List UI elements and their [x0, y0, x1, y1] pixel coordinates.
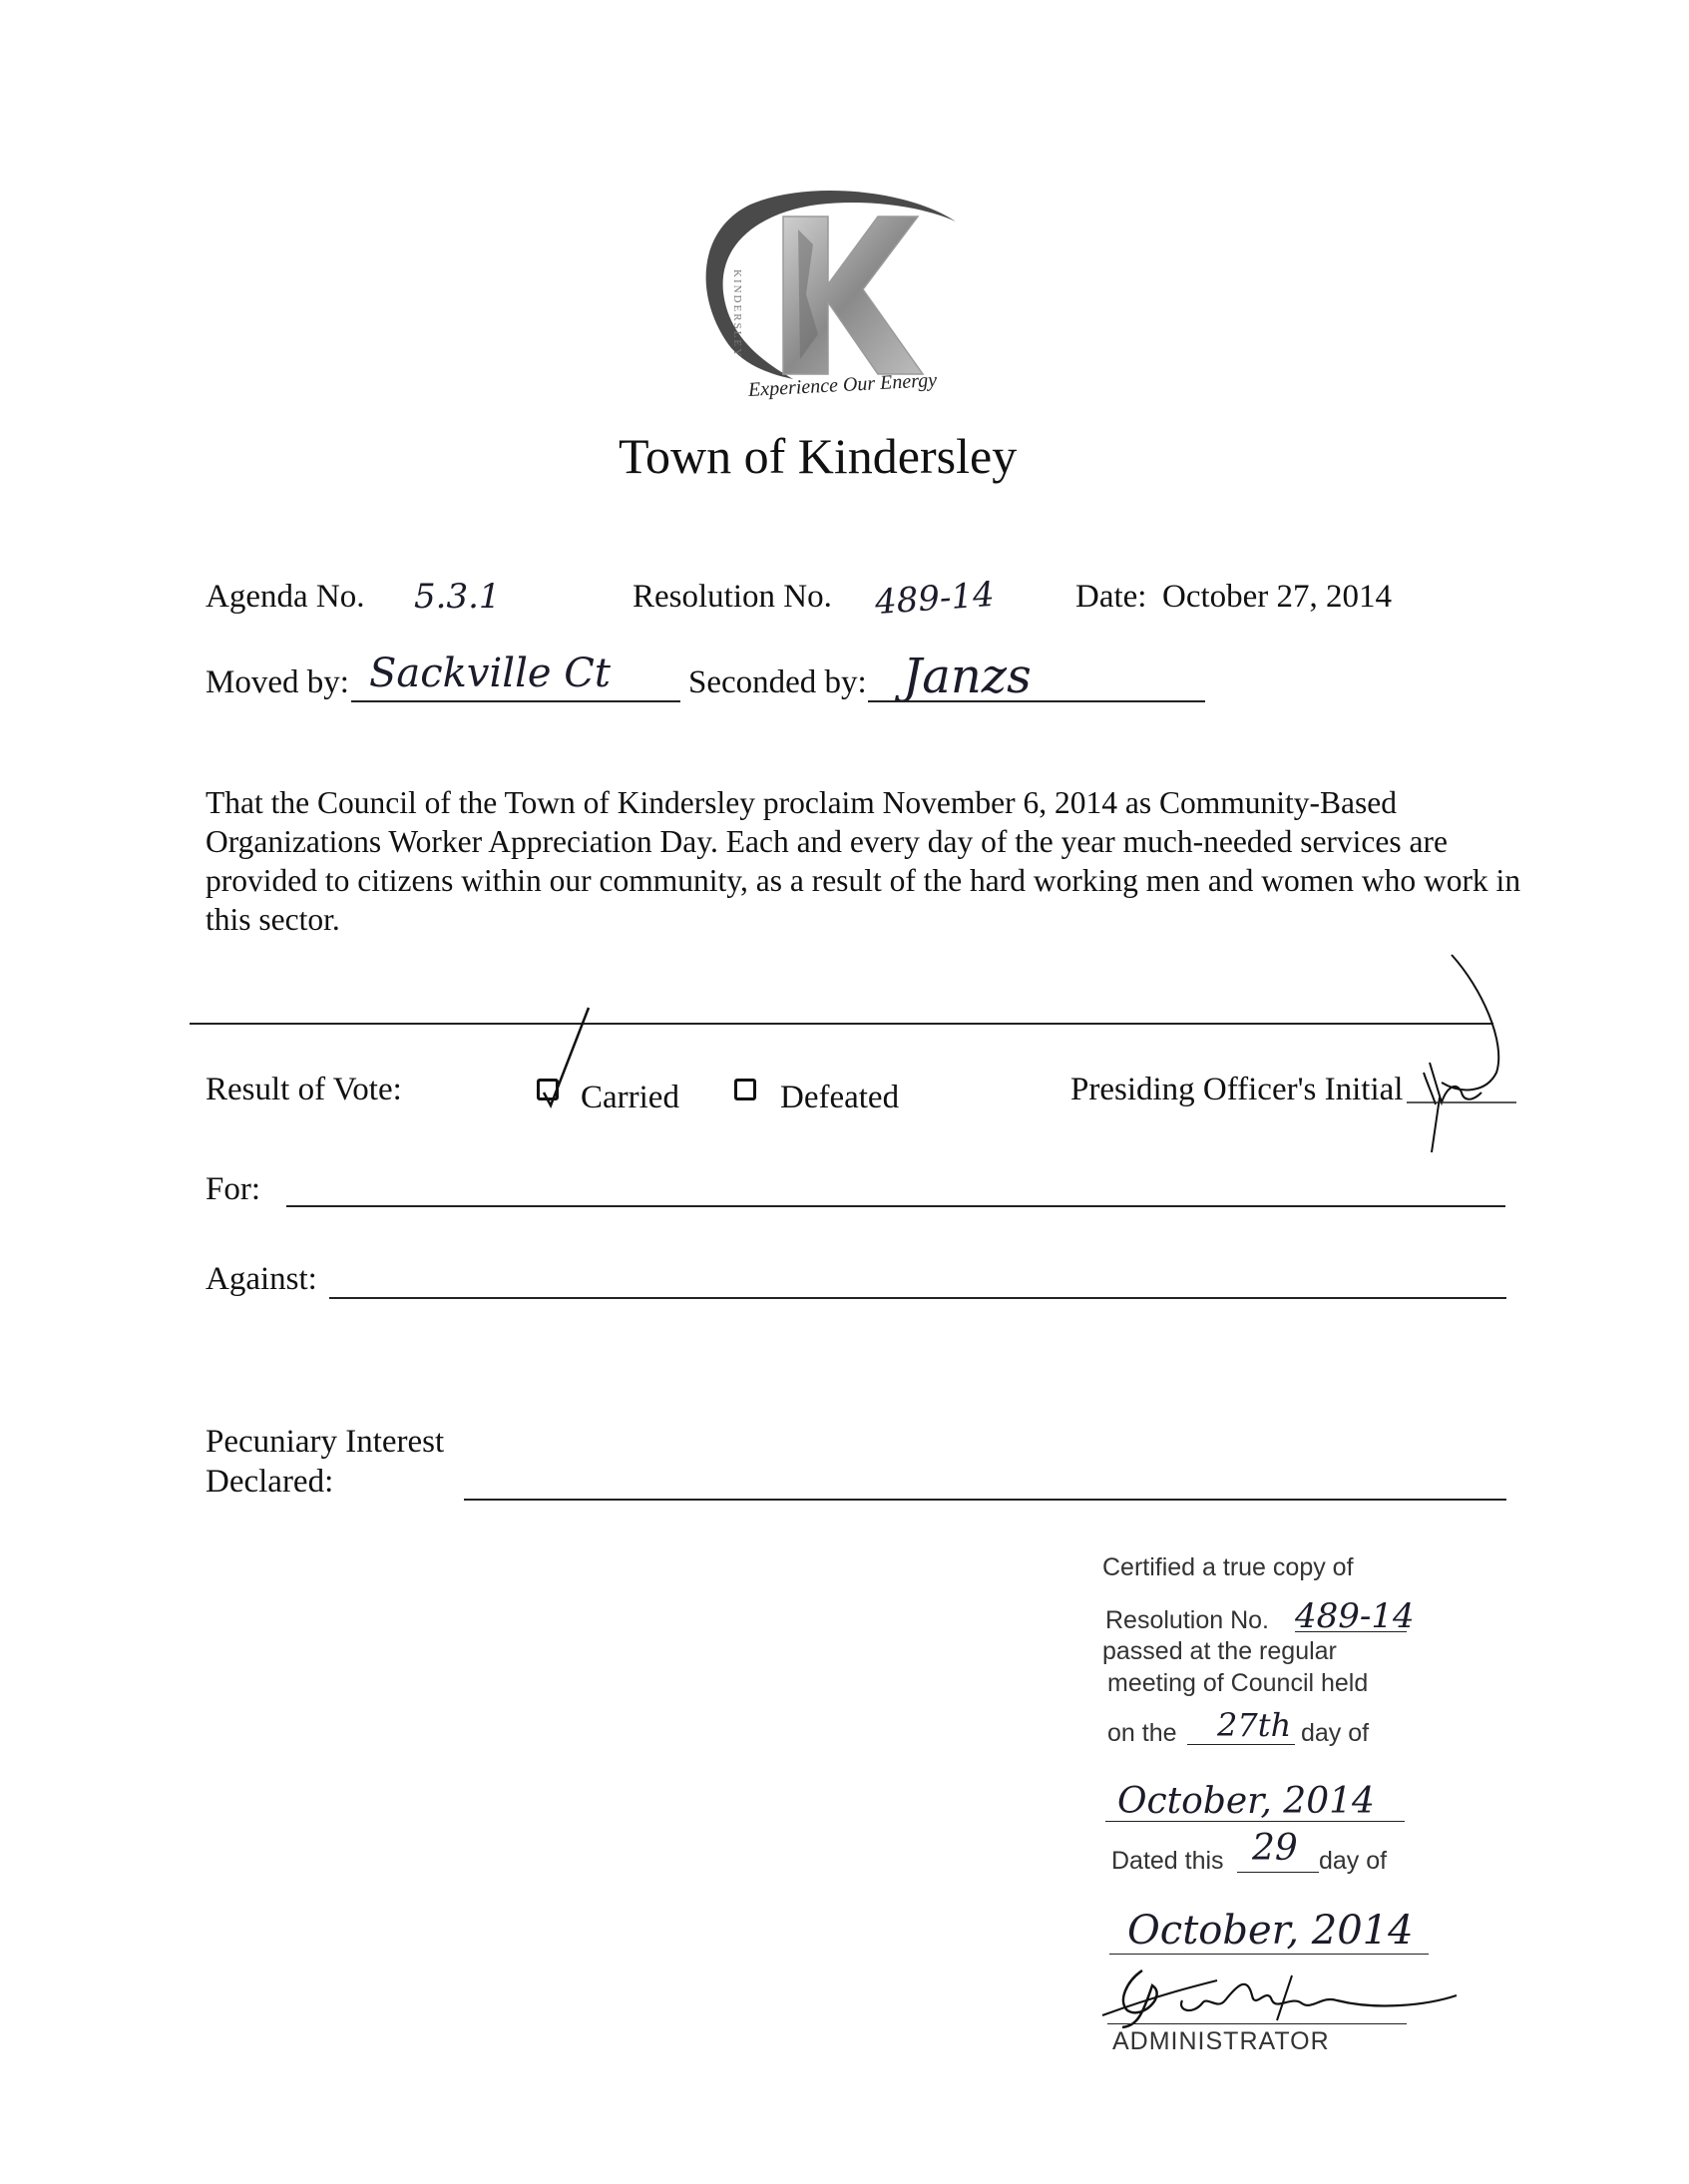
resolution-text: That the Council of the Town of Kindersley proclaim November 6, 2014 as Community-Based Organizations Worker Appreciation Day. Each and every day of the year much-needed services are provided to citizens within our community, as a result of the hard working men and women who work in this sector. — [206, 785, 1521, 937]
certified-day-line — [1187, 1744, 1295, 1745]
certified-line-3: passed at the regular — [1102, 1637, 1337, 1665]
dated-day-value: 29 — [1252, 1828, 1298, 1869]
dated-day-of: day of — [1319, 1847, 1388, 1875]
certified-resolution-line — [1295, 1631, 1407, 1632]
presiding-officer-initial-signature — [1402, 953, 1521, 1162]
moved-by-signature: Sackville Ct — [369, 651, 611, 696]
page-title: Town of Kindersley — [619, 428, 1018, 484]
moved-by-line — [351, 700, 680, 702]
for-line — [286, 1205, 1505, 1207]
defeated-label: Defeated — [780, 1080, 900, 1115]
against-label: Against: — [206, 1261, 317, 1297]
dated-this-label: Dated this — [1111, 1847, 1224, 1875]
pecuniary-declared-label: Declared: — [206, 1464, 334, 1500]
logo-vertical-text: KINDERSLEY — [731, 269, 743, 359]
town-logo — [688, 175, 978, 409]
administrator-signature-line — [1107, 2023, 1407, 2024]
defeated-checkbox[interactable] — [734, 1079, 756, 1100]
certified-day-of: day of — [1301, 1719, 1370, 1747]
resolution-value: 489-14 — [873, 574, 996, 624]
dated-month-year-line — [1109, 1954, 1429, 1955]
certified-month-year-value: October, 2014 — [1117, 1781, 1375, 1822]
dated-month-year-value: October, 2014 — [1127, 1908, 1414, 1954]
moved-by-label: Moved by: — [206, 664, 349, 700]
resolution-label: Resolution No. — [633, 579, 832, 615]
administrator-title: ADMINISTRATOR — [1112, 2027, 1330, 2055]
agenda-label: Agenda No. — [206, 579, 365, 615]
dated-day-line — [1237, 1872, 1319, 1873]
date-label: Date: — [1075, 579, 1147, 615]
seconded-by-signature: Janzs — [903, 649, 1032, 704]
seconded-by-label: Seconded by: — [688, 664, 867, 700]
against-line — [329, 1297, 1506, 1299]
pecuniary-interest-label: Pecuniary Interest — [206, 1424, 445, 1460]
presiding-officer-initial-label: Presiding Officer's Initial — [1070, 1072, 1404, 1107]
certified-day-value: 27th — [1217, 1706, 1292, 1744]
logo-tagline: Experience Our Energy — [747, 369, 938, 401]
certified-line-4: meeting of Council held — [1107, 1669, 1369, 1697]
agenda-value: 5.3.1 — [414, 577, 501, 617]
result-of-vote-label: Result of Vote: — [206, 1072, 402, 1107]
for-label: For: — [206, 1171, 261, 1207]
pecuniary-line — [464, 1499, 1506, 1501]
section-divider — [190, 1023, 1493, 1025]
certified-resolution-prefix: Resolution No. — [1105, 1606, 1269, 1634]
carried-label: Carried — [581, 1080, 679, 1115]
date-value: October 27, 2014 — [1162, 579, 1393, 615]
certified-line-1: Certified a true copy of — [1102, 1553, 1354, 1581]
certified-month-year-line — [1105, 1821, 1405, 1822]
certified-on-the: on the — [1107, 1719, 1177, 1747]
certified-resolution-value: 489-14 — [1295, 1596, 1415, 1636]
seconded-by-line — [868, 700, 1205, 702]
